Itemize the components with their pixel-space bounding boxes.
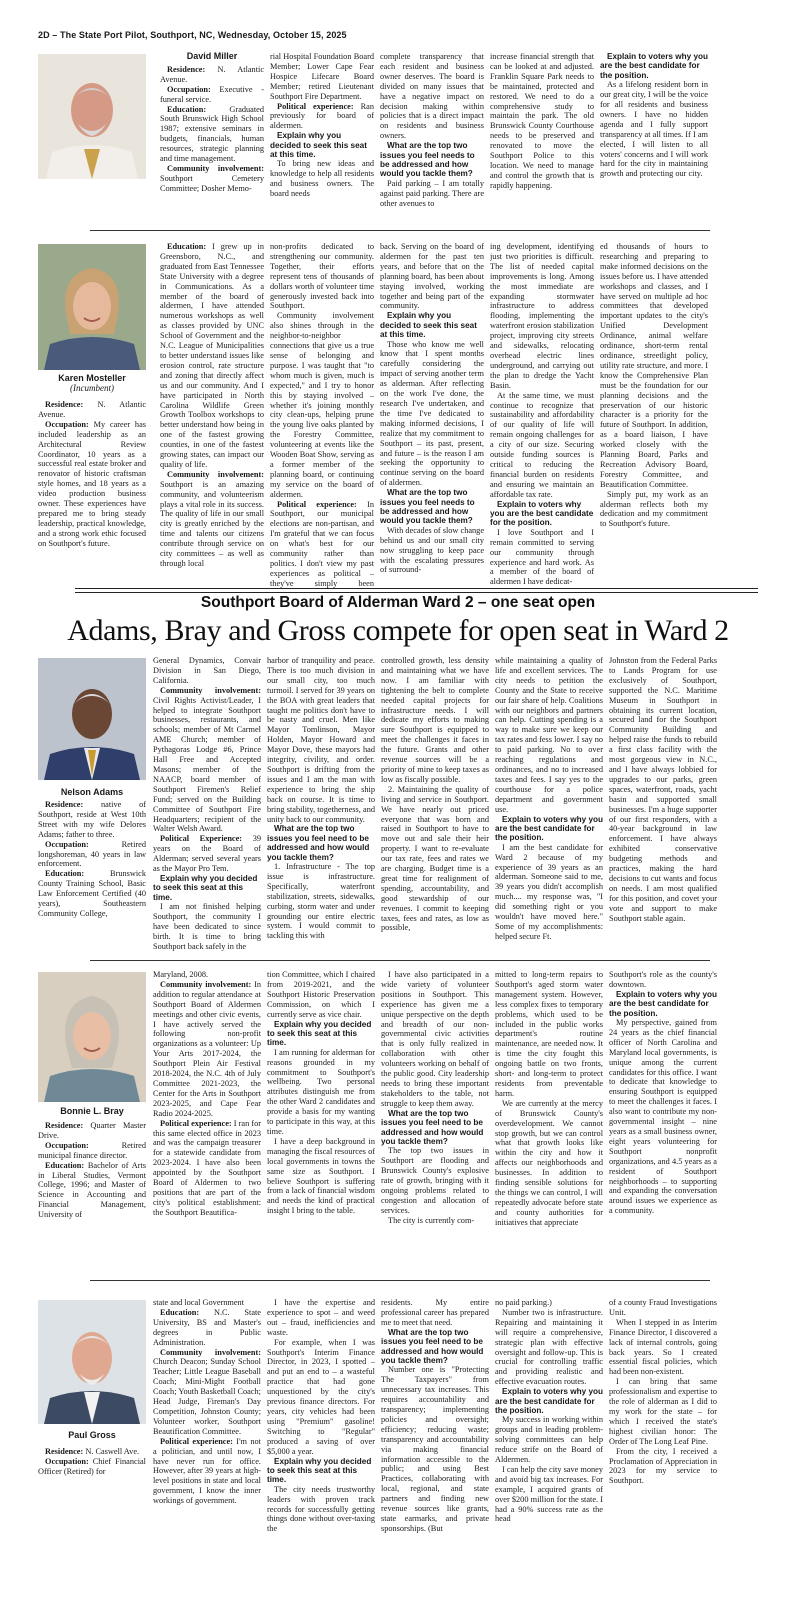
text-para: The city is currently com-: [388, 1215, 475, 1225]
field-label: Community involvement:: [160, 685, 261, 695]
headline-rule: [75, 588, 758, 593]
text-para: [160, 242, 264, 470]
miller-col-3: [380, 52, 484, 232]
text-para: For example, when I was Southport's Interim Finance Director, in 2023, I spotted – and put an end to – a wasteful practice that had gone unquestioned by the city's previous finance directors. For years, city vehicles had been using "Premium" gasoline! Switching to "Regular" produced a saving of over $5,000 a year.: [267, 1337, 375, 1456]
field-label: Education:: [45, 869, 85, 879]
text-para: [38, 840, 146, 870]
question-heading: What are the top two issues you feel need to be addressed and how would you tackle them?: [381, 1327, 484, 1365]
text-para: [153, 1437, 261, 1506]
mosteller-col-2: [160, 242, 264, 590]
gross-col-6: [609, 1298, 717, 1533]
photo-caption: [38, 1106, 146, 1116]
field-text: Chief Financial Officer (Retired) for: [38, 1456, 146, 1476]
text-para: mitted to long-term repairs to Southport's aged storm water management system. However, less complex fixes to temporary problems, which used to be included in the public works department's routine maintenance, are needed now. It is time the city fought this ongoing battle on two fronts, short- and long-term to protect residents from preventable harm.: [495, 970, 603, 1098]
field-label: Community involvement:: [160, 1347, 261, 1357]
text-para: The city needs trustworthy leaders with proven track records for successfully getting things done without over-taxing the: [267, 1484, 375, 1533]
field-text: In addition to regular attendance at Southport Board of Aldermen meetings and other civic events, I have actively served the following non-profit organizations as a volunteer: Up Your Arts 2017-2024, the Southport Plein Air Festival 2018-2024, the N.C. 4th of July Committee 2021-2023, the Center for the Arts in Southport 2023-2025, and Cape Fear Radio 2024-2025.: [153, 979, 261, 1118]
portrait-photo: [38, 1300, 146, 1424]
adams-col-6: [609, 656, 717, 951]
main-headline: Adams, Bray and Gross compete for open seat in Ward 2: [67, 614, 729, 647]
text-para: [160, 105, 264, 164]
photo-caption: [38, 787, 146, 797]
text-para: Number two is infrastructure. Repairing and maintaining it will require a comprehensive, strategic plan with effective oversight and follow-up. This is crucial for controlling traffic and providing realistic and effective evacuation routes.: [495, 1307, 603, 1387]
text-para: [38, 1121, 146, 1141]
text-para: Paid parking – I am totally against paid parking. There are other avenues to: [380, 178, 484, 208]
photo-caption: [38, 373, 146, 393]
text-para: [153, 1119, 261, 1218]
field-text: N. Caswell Ave.: [83, 1447, 140, 1456]
text-para: As a lifelong resident born in our great city, I will be the voice for all residents and business owners. I have no hidden agenda and I fully support transparency at all times. If I am elected, I will listen to all voters' concerns and I will work hard for the city in maintaining growth and protecting our city.: [600, 80, 708, 179]
bray-col-6: [609, 970, 717, 1270]
text-para: Southport's role as the county's downtown.: [609, 970, 717, 989]
field-text: Southport Cemetery Committee; Dosher Memo-: [160, 173, 264, 193]
field-text: Graduated South Brunswick High School 1987; extensive seminars in budgets, financials, human resources, strategic planning and time management.: [160, 104, 264, 164]
field-label: Political Experience:: [160, 834, 243, 844]
gross-col-4: [381, 1298, 489, 1533]
text-para: At the same time, we must continue to recognize that sustainability and affordability of our quality of life will remain ongoing challenges for a city of our size. Securing outside funding sources is critical to reducing the financial burden on residents and ensuring we maintain an affordable tax rate.: [490, 390, 594, 499]
text-para: [160, 164, 264, 194]
text-para: [38, 800, 146, 840]
section-divider: [90, 1280, 710, 1281]
text-para: From the city, I received a Proclamation of Appreciation in 2023 for my service to Southport.: [609, 1446, 717, 1486]
field-label: Community involvement:: [167, 163, 264, 173]
candidate-name: Paul Gross: [68, 1430, 116, 1440]
ward-kicker: Southport Board of Alderman Ward 2 – one seat open: [200, 594, 596, 611]
question-heading: Explain why you decided to seek this seat at this time.: [153, 873, 258, 902]
miller-col-4: [490, 52, 594, 232]
mosteller-col-6: [600, 242, 708, 590]
bray-col-1: [38, 1121, 146, 1271]
question-heading: Explain why you decided to seek this seat at this time.: [380, 311, 477, 340]
candidate-mosteller: [38, 240, 758, 588]
section-divider: [90, 230, 710, 231]
question-heading: Explain why you decided to seek this seat at this time.: [270, 131, 367, 160]
text-para: [270, 102, 374, 132]
field-label: Political experience:: [277, 101, 354, 111]
text-para: [38, 1457, 146, 1477]
question-heading: What are the top two issues you feel need to be addressed and how would you tackle them?: [267, 824, 370, 862]
field-label: Education:: [167, 242, 207, 251]
text-para: I am the best candidate for Ward 2 because of my experience of 39 years as an alderman. Someone said to me, 39 years you didn't accomplish much.... my response was, "I did something right or you wouldn't have moved here." Some of my accomplishments: helped secure Ft.: [495, 842, 603, 941]
text-para: I have the expertise and experience to spot – and weed out – fraud, inefficiencies and waste.: [267, 1298, 375, 1337]
field-label: Community involvement:: [167, 469, 264, 479]
gross-col-5: [495, 1298, 603, 1533]
text-para: harbor of tranquility and peace. There is too much division in our small city, too much turmoil. I served for 39 years on the BOA with great leaders that taught me politics don't have to be nasty and cruel. Men like Mayor Tomlinson, Mayor Holden, Mayor Howard and Mayor Dove, these mayors had integrity, civility, and order. Southport is drifting from the issues and I am the man with experience to bring the ship back on course. It is time to bring stability, togetherness, and unity back to our community.: [267, 656, 375, 824]
text-para: state and local Government: [153, 1298, 245, 1307]
field-label: Political experience:: [160, 1118, 232, 1128]
text-para: [38, 400, 146, 420]
question-heading: What are the top two issues you feel needs to be addressed and how would you tackle them?: [380, 488, 475, 526]
candidate-name: Nelson Adams: [60, 787, 124, 797]
field-label: Political experience:: [160, 1436, 233, 1446]
field-label: Education:: [160, 1307, 200, 1317]
candidate-gross: [38, 1296, 758, 1596]
candidate-name: Bonnie L. Bray: [60, 1106, 124, 1116]
bray-col-3: [267, 970, 375, 1270]
field-text: native of Southport, reside at West 10th Street with my wife Delores Adams; father to three.: [38, 800, 146, 839]
text-para: When I stepped in as Interim Finance Director, I discovered a lack of internal controls, going back years. So I created essential fiscal policies, which had been non-existent.: [609, 1317, 717, 1377]
question-heading: Explain to voters why you are the best candidate for the position.: [490, 499, 594, 528]
field-text: I grew up in Greensboro, N.C., and graduated from East Tennessee State University with a degree in Communications. As a member of the board of aldermen, I have attended numerous workshops as well as classes provided by UNC School of Government and the N.C. League of Municipalities to better understand issues like erosion control, rate structure and zoning that directly affect us and our community. And I have participated in North Carolina Wildlife Green Growth Toolbox workshops to better understand how being in one of the fastest growing counties, in one of the fastest growing states, can impact our quality of life.: [160, 242, 264, 469]
field-text: Retired longshoreman, 40 years in law enforcement.: [38, 839, 146, 869]
text-para: controlled growth, less density and maintaining what we have now. I am familiar with tightening the belt to complete needed capital projects for infrastructure needs. I will dedicate my efforts to making sure Southport is equipped to meet the challenges it faces in the future. Grants and other revenue sources will be a priority of mine to keep taxes as low as fiscally possible.: [381, 656, 489, 784]
text-para: residents. My entire professional career has prepared me to meet that need.: [381, 1298, 489, 1327]
field-label: Occupation:: [45, 1456, 89, 1466]
text-para: My success in working within groups and in leading problem-solving committees can help reduce strife on the Board of Aldermen.: [495, 1415, 603, 1464]
field-label: Residence:: [45, 1121, 84, 1130]
text-para: 2. Maintaining the quality of living and service in Southport. We have nearly out priced everyone that was born and raised in Southport to have to move out and sale their heir property. I want to re-evaluate our tax rate, fees and rates we are charging. Budget time is a great time for realignment of spending, accountability, and good stewardship of our revenues. I commit to keeping taxes, fees and rates, as low as possible,: [381, 784, 489, 933]
portrait-photo: [38, 54, 146, 179]
mosteller-col-3: [270, 242, 374, 590]
text-para: tion Committee, which I chaired from 2019-2021, and the Southport Historic Preservation Commission, on which I currently serve as vice chair.: [267, 970, 375, 1019]
field-text: Retired municipal finance director.: [38, 1140, 146, 1160]
field-text: I'm not a politician, and until now, I have never run for office. However, after 39 years at high-level positions in state and local government, I know the inner workings of government.: [153, 1436, 261, 1506]
text-para: rial Hospital Foundation Board Member; Lower Cape Fear Hospice Lifecare Board Member; retired Lieutenant Southport Fire Department.: [270, 52, 374, 101]
text-para: [38, 1447, 146, 1457]
field-label: Residence:: [45, 800, 84, 809]
field-text: N. Atlantic Avenue.: [160, 64, 264, 84]
text-para: no paid parking.): [495, 1298, 552, 1307]
text-para: ed thousands of hours to researching and preparing to make informed decisions on the issues before us. I have attended workshops and classes, and I have served on multiple ad hoc committees that developed important updates to the city's Unified Development Ordinance, animal welfare ordinance, short-term rental ordinance, streetlight policy, utility rate structure, and more. I know the Comprehensive Plan must be the foundation for our planning decisions and the preservation of our historic character is a priority for the future of Southport. In addition, as a board liaison, I have worked closely with the Planning Board, Parks and Recreation Advisory Board, Forestry Committee, and Beautification Committee.: [600, 242, 708, 489]
question-heading: What are the top two issues you feel needs to be addressed and how would you tackle them?: [380, 141, 475, 179]
question-heading: Explain to voters why you are the best candidate for the position.: [600, 52, 708, 80]
mosteller-col-5: [490, 242, 594, 590]
candidate-name: Karen Mosteller: [58, 373, 126, 383]
field-text: Bachelor of Arts in Liberal Studies, Vermont College, 1996; and Master of Science in Accounting and Financial Management, University of: [38, 1160, 146, 1220]
candidate-miller: [38, 50, 758, 228]
miller-name: David Miller: [186, 52, 238, 61]
field-label: Education:: [167, 104, 207, 114]
bray-col-2: [153, 970, 261, 1270]
portrait-photo: [38, 972, 146, 1102]
bray-col-5: [495, 970, 603, 1270]
question-heading: Explain why you decided to seek this seat at this time.: [267, 1019, 372, 1048]
question-heading: What are the top two issues you feel need to be addressed and how would you tackle them?: [381, 1108, 484, 1146]
candidate-bray: [38, 968, 758, 1268]
text-para: [38, 420, 146, 549]
gross-col-2: [153, 1298, 261, 1533]
text-para: Johnston from the Federal Parks to Lands Program for use exclusively of Southport, supported the N.C. Maritime Museum in Southport in obtaining its current location, secured land for the Southport Community Building and helped raise the funds to rebuild a first class facility with the most gorgeous view in N.C., and I have always lobbied for upgrades to our parks, green spaces, waterfront, roads, yacht basin and supported small businesses. I'm a huge supporter of our first responders, with a 40-year background in law enforcement. I have always exhibited conservative budgeting methods and practices, making the hard decisions to cut wants and focus on needs. I am most qualified for this position, and covet your vote and support to make Southport stable again.: [609, 656, 717, 923]
text-para: I love Southport and I remain committed to serving our community through experience and hard work. As a member of the board of aldermen I have dedicat-: [490, 527, 594, 587]
text-para: Maryland, 2008.: [153, 970, 209, 979]
field-text: I ran for this same elected office in 2023 and was the campaign treasurer for a statewide candidate from 2023-2024. I have also been appointed by the Southport Board of Aldermen to two positions that are part of the city's political establishment: the Southport Beautifica-: [153, 1118, 261, 1217]
text-para: back. Serving on the board of aldermen for the past ten years, and before that on the planning board, has been about staying involved, working together and being part of the community.: [380, 242, 484, 311]
page-folio: 2D – The State Port Pilot, Southport, NC, Wednesday, October 15, 2025: [38, 30, 347, 40]
question-heading: Explain why you decided to seek this seat at this time.: [267, 1456, 372, 1485]
text-para: [160, 470, 264, 569]
field-label: Education:: [45, 1160, 85, 1170]
text-para: while maintaining a quality of life and excellent services. The city needs to petition the County and the State to receive our fair share of help. Coalitions with our neighbors and partners can help. Cutting spending is a way to make sure we keep our tax rates and fess lower. I say no to paid parking. No to over reaching regulations and ordinances, and no to increased taxes and fees. I say yes to the courthouse for a police department and government use.: [495, 656, 603, 814]
miller-col-5: [600, 52, 708, 232]
field-text: N. Atlantic Avenue.: [38, 400, 146, 419]
gross-col-1: [38, 1447, 146, 1507]
field-label: Occupation:: [45, 419, 89, 429]
mosteller-col-1: [38, 400, 146, 590]
portrait-photo: [38, 658, 146, 780]
photo-caption: [38, 1430, 146, 1440]
field-text: In Southport, our municipal elections are non-partisan, and I'm grateful that we can focus on what's best for our community rather than politics. I don't view my past experiences as political – they've simply been: [270, 499, 374, 588]
text-para: Simply put, my work as an alderman reflects both my dedication and my commitment to Southport's future.: [600, 489, 708, 529]
field-text: Southport is an amazing community, and volunteerism plays a vital role in its success. The quality of life in our small city is greatly enriched by the time and talents our citizens contribute through service on city committees – as well as through local: [160, 479, 264, 568]
text-para: I can bring that same professionalism and expertise to the role of alderman as I did to my work for the state – for which I received the state's highest civilian honor: The Order of The Long Leaf Pine.: [609, 1377, 717, 1446]
miller-col-1: [160, 52, 264, 232]
text-para: Those who know me well know that I spent months carefully considering the impact of serving another term as alderman. After reflecting on the work I've done, the research I've undertaken, and the time I've dedicated to making informed decisions, I realize that my commitment to Southport – its past, present, and future – is the reason I am seeking the opportunity to continue serving on the board of aldermen.: [380, 339, 484, 488]
text-para: ing development, identifying just two priorities is difficult. The list of needed capital improvements is long. Among the most immediate are expanding stormwater infrastructure to address flooding, implementing the waterfront erosion stabilization project, improving city streets and sidewalks, relocating overhead electric lines underground, and carrying out the plan to dredge the Yacht Basin.: [490, 242, 594, 390]
text-para: My perspective, gained from 24 years as the chief financial officer of North Carolina and Maryland local governments, is unique among the current candidates for this office. I want to dedicate that knowledge to ensuring Southport is equipped to meet the challenges it faces. I also want to contribute my non-governmental insight – nine years as a small business owner, eight years volunteering for Southport nonprofit organizations, and 4.5 years as a resident of Southport neighborhoods – to supporting and expanding the conversation around issues we experience as a community.: [609, 1018, 717, 1216]
text-para: 1. Infrastructure - The top issue is infrastructure. Specifically, waterfront stabilization, streets, sidewalks, curbing, storm water and under grounding our entire electric system. I would commit to tackling this with: [267, 862, 375, 941]
question-heading: Explain to voters why you are the best candidate for the position.: [495, 814, 603, 843]
adams-col-4: [381, 656, 489, 951]
miller-col-2: [270, 52, 374, 232]
field-text: Brunswick County Training School, Basic Law Enforcement Certified (40 years), Southeastern Community College,: [38, 869, 146, 918]
field-text: Church Deacon; Sunday School Teacher; Little League Baseball Coach; Mini-Might Football Coach; Youth Basketball Coach; Head Judge, Fireman's Day Competition, Johnston County; Volunteer worker, Southport Beautification Committee.: [153, 1357, 261, 1436]
text-para: [38, 869, 146, 919]
text-para: non-profits dedicated to strengthening our community. Together, their efforts represent tens of thousands of dollars worth of volunteer time generously invested back into Southport.: [270, 242, 374, 311]
field-label: Residence:: [167, 64, 206, 74]
field-label: Residence:: [45, 1447, 84, 1456]
text-para: [160, 65, 264, 85]
field-label: Occupation:: [45, 1140, 89, 1150]
adams-col-2: [153, 656, 261, 951]
text-para: The top two issues in Southport are flooding and Brunswick County's explosive rate of growth, bringing with it ongoing problems related to congestion and allocation of services.: [381, 1146, 489, 1215]
field-label: Occupation:: [45, 839, 89, 849]
field-text: Civil Rights Activist/Leader, I helped to integrate Southport businesses, restaurants, and schools; member of Mt Carmel AME Church; member of Pythagoras Lodge #6, Prince Hall Free and Accepted Masons; member of the NAACP, board member of Southport Firemen's Relief Fund; served on the Building Committee of Southport Fire Headquarters; recipient of the Walter Welsh Award.: [153, 695, 261, 834]
text-para: [153, 686, 261, 835]
text-para: [270, 500, 374, 590]
text-para: [153, 980, 261, 1119]
field-text: Executive - funeral service.: [160, 84, 264, 104]
text-para: increase financial strength that can be looked at and adjusted. Franklin Square Park needs to be maintained, protected and restored. We need to do a comprehensive study to maintain the park. The old Brunswick County Courthouse needs to be preserved and renovated to move the Southport Police to this location. We need to manage and control the growth that is rapidly happening.: [490, 52, 594, 190]
text-para: We are currently at the mercy of Brunswick County's overdevelopment. We cannot stop growth, but we can control what that growth looks like within the city and how it affects our neighborhoods and businesses. In addition to finding sensible solutions for the things we can control, I will repeatedly advocate before state and county authorities for initiatives that appreciate: [495, 1098, 603, 1227]
field-text: Quarter Master Drive.: [38, 1121, 146, 1140]
adams-col-1: [38, 800, 146, 950]
section-divider: [90, 960, 710, 961]
question-heading: Explain to voters why you are the best candidate for the position.: [495, 1387, 603, 1415]
field-text: My career has included leadership as an Architectural Review Coordinator, 10 years as a successful real estate broker and renovator of historic craftsman style homes, and 18 years as a video production business owner. These experiences have prepared me to bring steady leadership, practical knowledge, and a strong work ethic focused on Southport's future.: [38, 419, 146, 548]
portrait-photo: [38, 244, 146, 370]
text-para: I am running for alderman for reasons grounded in my commitment to Southport's wellbeing. Two personal attributes distinguish me from the other Ward 2 candidates and provide a basis for my wanting to participate in this way, at this time.: [267, 1047, 375, 1136]
text-para: To bring new ideas and knowledge to help all residents and business owners. The board needs: [270, 159, 374, 199]
text-para: [153, 1348, 261, 1437]
field-label: Community involvement:: [160, 979, 252, 989]
text-para: I have a deep background in managing the fiscal resources of local governments in towns the same size as Southport. I believe Southport is suffering from a lack of financial wisdom and needs the kind of practical insight I bring to the table.: [267, 1136, 375, 1216]
adams-col-3: [267, 656, 375, 951]
text-para: General Dynamics, Convair Division in San Diego, California.: [153, 656, 261, 685]
candidate-adams: [38, 654, 758, 949]
gross-col-3: [267, 1298, 375, 1533]
adams-col-5: [495, 656, 603, 951]
text-para: I have also participated in a wide variety of volunteer positions in Southport. This experience has given me a unique perspective on the depth and breadth of our non-governmental civic activities that is only fully realized in collaboration with other volunteers working on behalf of the public good. City leadership needs to bring these important stakeholders to the table, not struggle to keep them away.: [381, 970, 489, 1108]
question-heading: Explain to voters why you are the best candidate for the position.: [609, 989, 717, 1018]
mosteller-col-4: [380, 242, 484, 590]
field-text: 39 years on the Board of Alderman; served several years as the Mayor Pro Tem.: [153, 834, 261, 874]
text-para: [160, 85, 264, 105]
text-para: [153, 834, 261, 874]
text-para: complete transparency that each resident and business owner deserves. The board is divided on many issues that have a negative impact on decision making within policies that is a direct impact on residents and business owners.: [380, 52, 484, 141]
bray-col-4: [381, 970, 489, 1270]
field-text: Ran previously for board of aldermen.: [270, 101, 374, 131]
text-para: I can help the city save money and avoid big tax increases. For example, I acquired grants of over $200 million for the state. I had a 90% success rate as the head: [495, 1464, 603, 1524]
text-para: [153, 1308, 261, 1348]
text-para: Community involvement also shines through in the neighbor-to-neighbor connections that give us a true sense of belonging and purpose. I was taught that "to whom much is given, much is expected," and I try to honor this by staying involved – whether it's joining monthly city clean-ups, helping prune the young live oaks planted by the Forestry Committee, volunteering at events like the Wooden Boat Show, serving as a former member of the planning board, or continuing my service on the board of aldermen.: [270, 311, 374, 499]
text-para: [38, 1161, 146, 1220]
field-label: Occupation:: [167, 84, 211, 94]
text-para: [38, 1141, 146, 1161]
incumbent-note: (Incumbent): [70, 383, 114, 393]
field-text: N.C. State University, BS and Master's degrees in Public Administration.: [153, 1307, 261, 1347]
field-label: Political experience:: [277, 499, 357, 509]
text-para: With decades of slow change behind us and our small city now struggling to keep pace with the escalating pressures of surround-: [380, 525, 484, 575]
text-para: of a county Fraud Investigations Unit.: [609, 1298, 717, 1317]
text-para: I am not finished helping Southport, the community I have been dedicated to since birth. It is time to bring Southport back safely in the: [153, 902, 261, 951]
field-label: Residence:: [45, 400, 84, 409]
text-para: Number one is "Protecting The Taxpayers" from unnecessary tax increases. This requires accountability and transparency; implementing policies and oversight; efficiency; reducing waste; transparency and accountability via making financial information accessible to the public; and using Best Practices, collaborating with local, regional, and state partners and finding new revenue sources like grants, state earmarks, and private sponsorships. (But: [381, 1365, 489, 1533]
